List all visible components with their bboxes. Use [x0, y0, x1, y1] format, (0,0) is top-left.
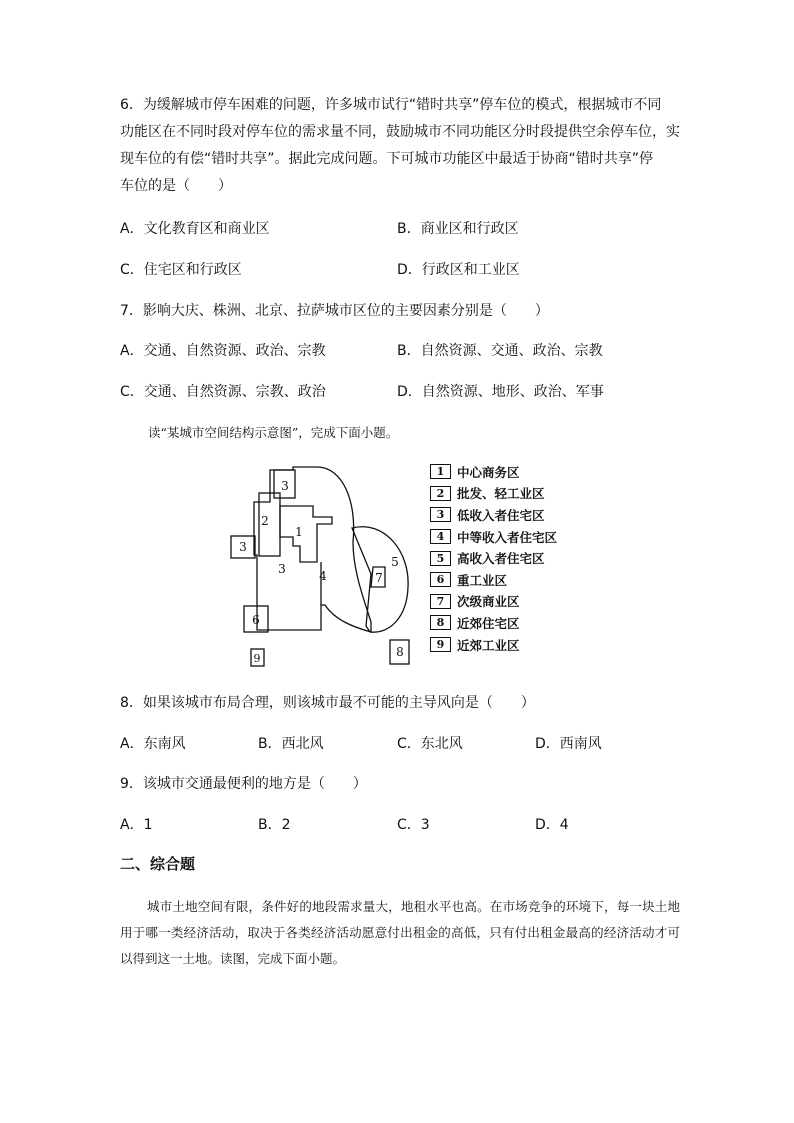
option-c[interactable]: C．3 [397, 817, 430, 833]
map-label: 3 [239, 540, 247, 554]
legend-item: 7 次级商业区 [430, 591, 557, 613]
option-a[interactable]: A．文化教育区和商业区 [120, 221, 270, 237]
question-7-options-row-1 [120, 340, 680, 362]
legend-item: 9 近郊工业区 [430, 634, 557, 656]
question-6-line: 现车位的有偿“错时共享”。据此完成问题。下可城市功能区中最适于协商“错时共享”停 [120, 151, 654, 167]
option-c[interactable]: C．住宅区和行政区 [120, 262, 242, 278]
question-6-line: 车位的是（ ） [120, 178, 232, 194]
city-outline [254, 467, 371, 632]
section-paragraph: 城市土地空间有限，条件好的地段需求量大，地租水平也高。在市场竞争的环境下，每一块土地用于哪一类经济活动，取决于各类经济活动愿意付出租金的高低，只有付出租金最高的经济活动才可以得到这一土地。读图，完成下面小题。 [120, 899, 680, 966]
zone-1-cbd [280, 506, 332, 562]
map-label: 9 [253, 652, 261, 665]
map-label: 3 [281, 479, 289, 493]
question-6-line: 功能区在不同时段对停车位的需求量不同，鼓励城市不同功能区分时段提供空余停车位，实 [120, 124, 680, 140]
option-c[interactable]: C．交通、自然资源、宗教、政治 [120, 384, 326, 400]
map-label: 1 [295, 525, 303, 539]
option-a[interactable]: A．交通、自然资源、政治、宗教 [120, 343, 326, 359]
map-label: 8 [396, 645, 404, 659]
question-6-options-row-2 [120, 259, 680, 281]
question-9-stem: 9．该城市交通最便利的地方是（ ） [120, 776, 367, 792]
question-6-stem [120, 92, 680, 200]
option-d[interactable]: D．自然资源、地形、政治、军事 [397, 384, 604, 400]
question-7-stem: 7．影响大庆、株洲、北京、拉萨城市区位的主要因素分别是（ ） [120, 303, 549, 319]
option-a[interactable]: A．东南风 [120, 736, 186, 752]
option-b[interactable]: B．西北风 [258, 736, 324, 752]
option-b[interactable]: B．自然资源、交通、政治、宗教 [397, 343, 603, 359]
option-b[interactable]: B．商业区和行政区 [397, 221, 519, 237]
option-a[interactable]: A．1 [120, 817, 153, 833]
map-label: 6 [252, 613, 260, 627]
legend-item: 2 批发、轻工业区 [430, 483, 557, 505]
section-title: 二、综合题 [120, 855, 196, 873]
option-d[interactable]: D．西南风 [535, 736, 602, 752]
legend-item: 6 重工业区 [430, 569, 557, 591]
map-label: 5 [391, 555, 399, 569]
legend-item: 5 高收入者住宅区 [430, 547, 557, 569]
question-8-stem: 8．如果该城市布局合理，则该城市最不可能的主导风向是（ ） [120, 695, 535, 711]
map-label: 4 [319, 569, 327, 583]
legend-item: 3 低收入者住宅区 [430, 504, 557, 526]
option-c[interactable]: C．东北风 [397, 736, 463, 752]
question-7-options-row-2 [120, 381, 680, 403]
question-6-line: 6．为缓解城市停车困难的问题，许多城市试行“错时共享”停车位的模式，根据城市不同 [120, 97, 662, 113]
map-label: 3 [278, 562, 286, 576]
figure-intro: 读“某城市空间结构示意图”，完成下面小题。 [148, 425, 399, 440]
option-d[interactable]: D．4 [535, 817, 569, 833]
question-6-options-row-1 [120, 218, 680, 240]
map-label: 2 [261, 514, 269, 528]
legend-item: 1 中心商务区 [430, 461, 557, 483]
question-9-options [120, 814, 680, 836]
option-b[interactable]: B．2 [258, 817, 291, 833]
legend-item: 8 近郊住宅区 [430, 612, 557, 634]
map-legend [430, 461, 557, 655]
map-label: 7 [375, 571, 383, 585]
option-d[interactable]: D．行政区和工业区 [397, 262, 520, 278]
legend-item: 4 中等收入者住宅区 [430, 526, 557, 548]
question-8-options [120, 733, 680, 755]
city-structure-map [225, 462, 425, 672]
